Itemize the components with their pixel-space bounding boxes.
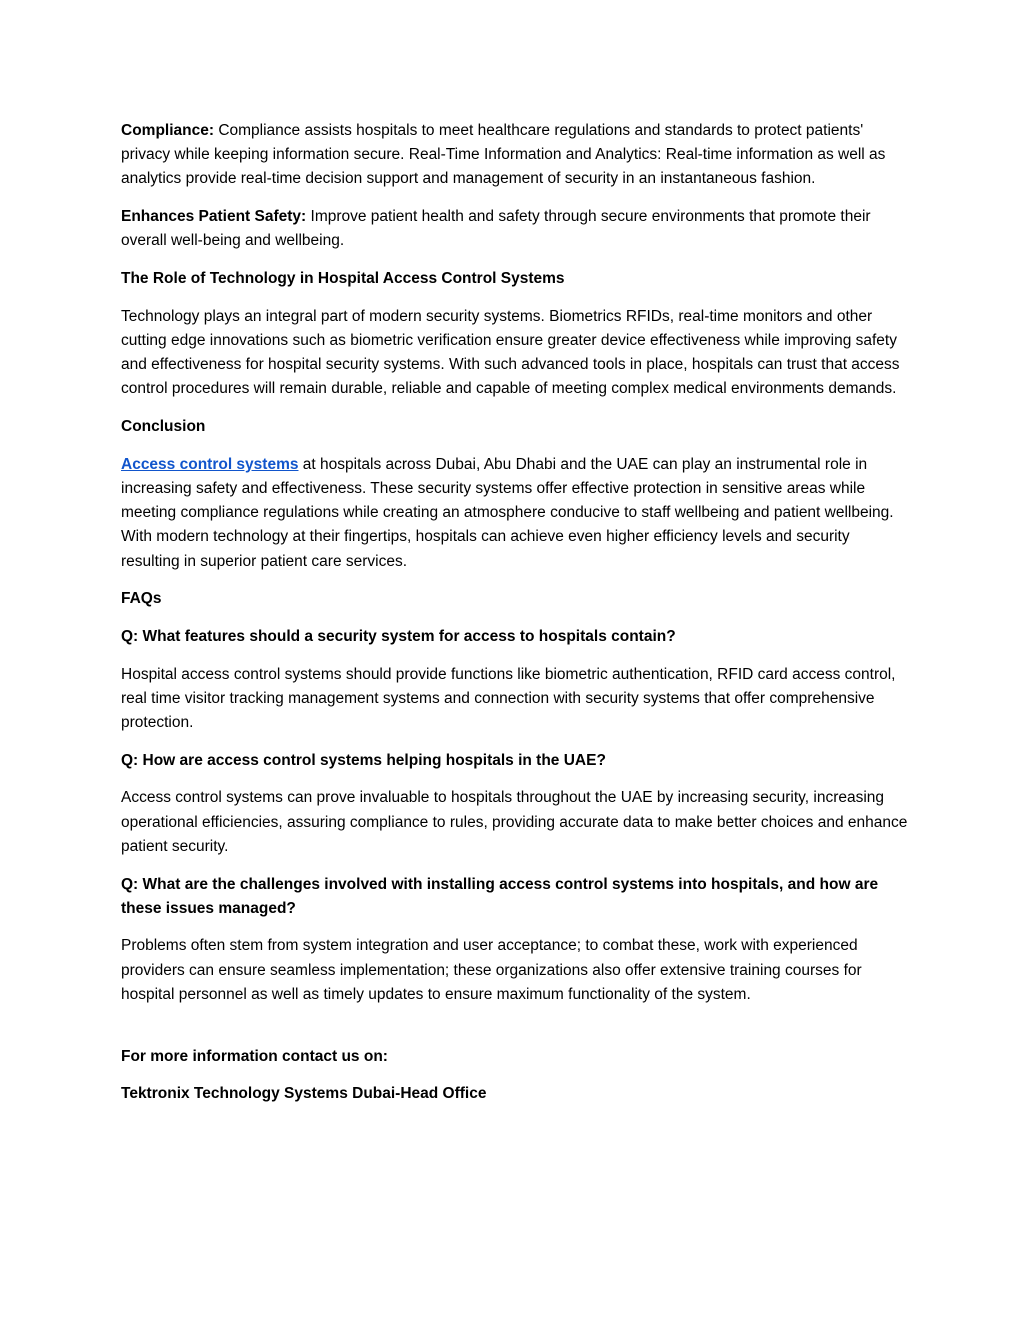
access-control-systems-link[interactable]: Access control systems [121, 455, 299, 473]
conclusion-heading: Conclusion [121, 418, 206, 436]
faq-question-1: Q: What features should a security system for access to hospitals contain? [121, 627, 676, 645]
patient-safety-text: Improve patient health and safety through secure environments that promote their overall well-being and wellbeing. [121, 208, 871, 250]
conclusion-paragraph [121, 453, 911, 574]
faqs-heading: FAQs [121, 590, 162, 608]
faq-answer-1: Hospital access control systems should provide functions like biometric authentication, RFID card access control, real time visitor tracking management systems and connection with security systems that offer comprehensive protection. [121, 665, 896, 732]
patient-safety-paragraph [121, 205, 911, 253]
document-body [121, 119, 911, 1120]
blank-line [121, 1021, 911, 1045]
faq-answer-2: Access control systems can prove invaluable to hospitals throughout the UAE by increasing security, increasing operational efficiencies, assuring compliance to rules, providing accurate data to make better choices and enhance patient security. [121, 789, 908, 855]
faq-answer-3: Problems often stem from system integration and user acceptance; to combat these, work with experienced providers can ensure seamless implementation; these organizations also offer extensive training courses for hospital personnel as well as timely updates to ensure maximum functionality of the system. [121, 937, 862, 1003]
faq-question-3: Q: What are the challenges involved with installing access control systems into hospitals, and how are these issues managed? [121, 875, 879, 917]
technology-paragraph: Technology plays an integral part of modern security systems. Biometrics RFIDs, real-time monitors and other cutting edge innovations such as biometric verification ensure greater device effectiveness while improving safety and effectiveness for hospital security systems. With such advanced tools in place, hospitals can trust that access control procedures will remain durable, reliable and capable of meeting complex medical environments demands. [121, 307, 900, 398]
conclusion-text: at hospitals across Dubai, Abu Dhabi and the UAE can play an instrumental role in increasing safety and effectiveness. These security systems offer effective protection in sensitive areas while meeting compliance regulations while creating an atmosphere conducive to staff wellbeing and patient wellbeing. With modern technology at their fingertips, hospitals can achieve even higher efficiency levels and security resulting in superior patient care services. [121, 455, 894, 570]
patient-safety-label: Enhances Patient Safety: [121, 208, 307, 226]
compliance-label: Compliance: [121, 122, 215, 139]
faq-question-2: Q: How are access control systems helping hospitals in the UAE? [121, 751, 606, 769]
contact-heading: For more information contact us on: [121, 1047, 388, 1065]
compliance-text: Compliance assists hospitals to meet healthcare regulations and standards to protect patients' privacy while keeping information secure. Real-Time Information and Analytics: Real-time information as well as analytics provide real-time decision support and management of security in an instantaneous fashion. [121, 122, 886, 188]
compliance-paragraph [121, 119, 911, 192]
contact-office: Tektronix Technology Systems Dubai-Head Office [121, 1085, 487, 1103]
technology-heading: The Role of Technology in Hospital Access Control Systems [121, 270, 565, 288]
